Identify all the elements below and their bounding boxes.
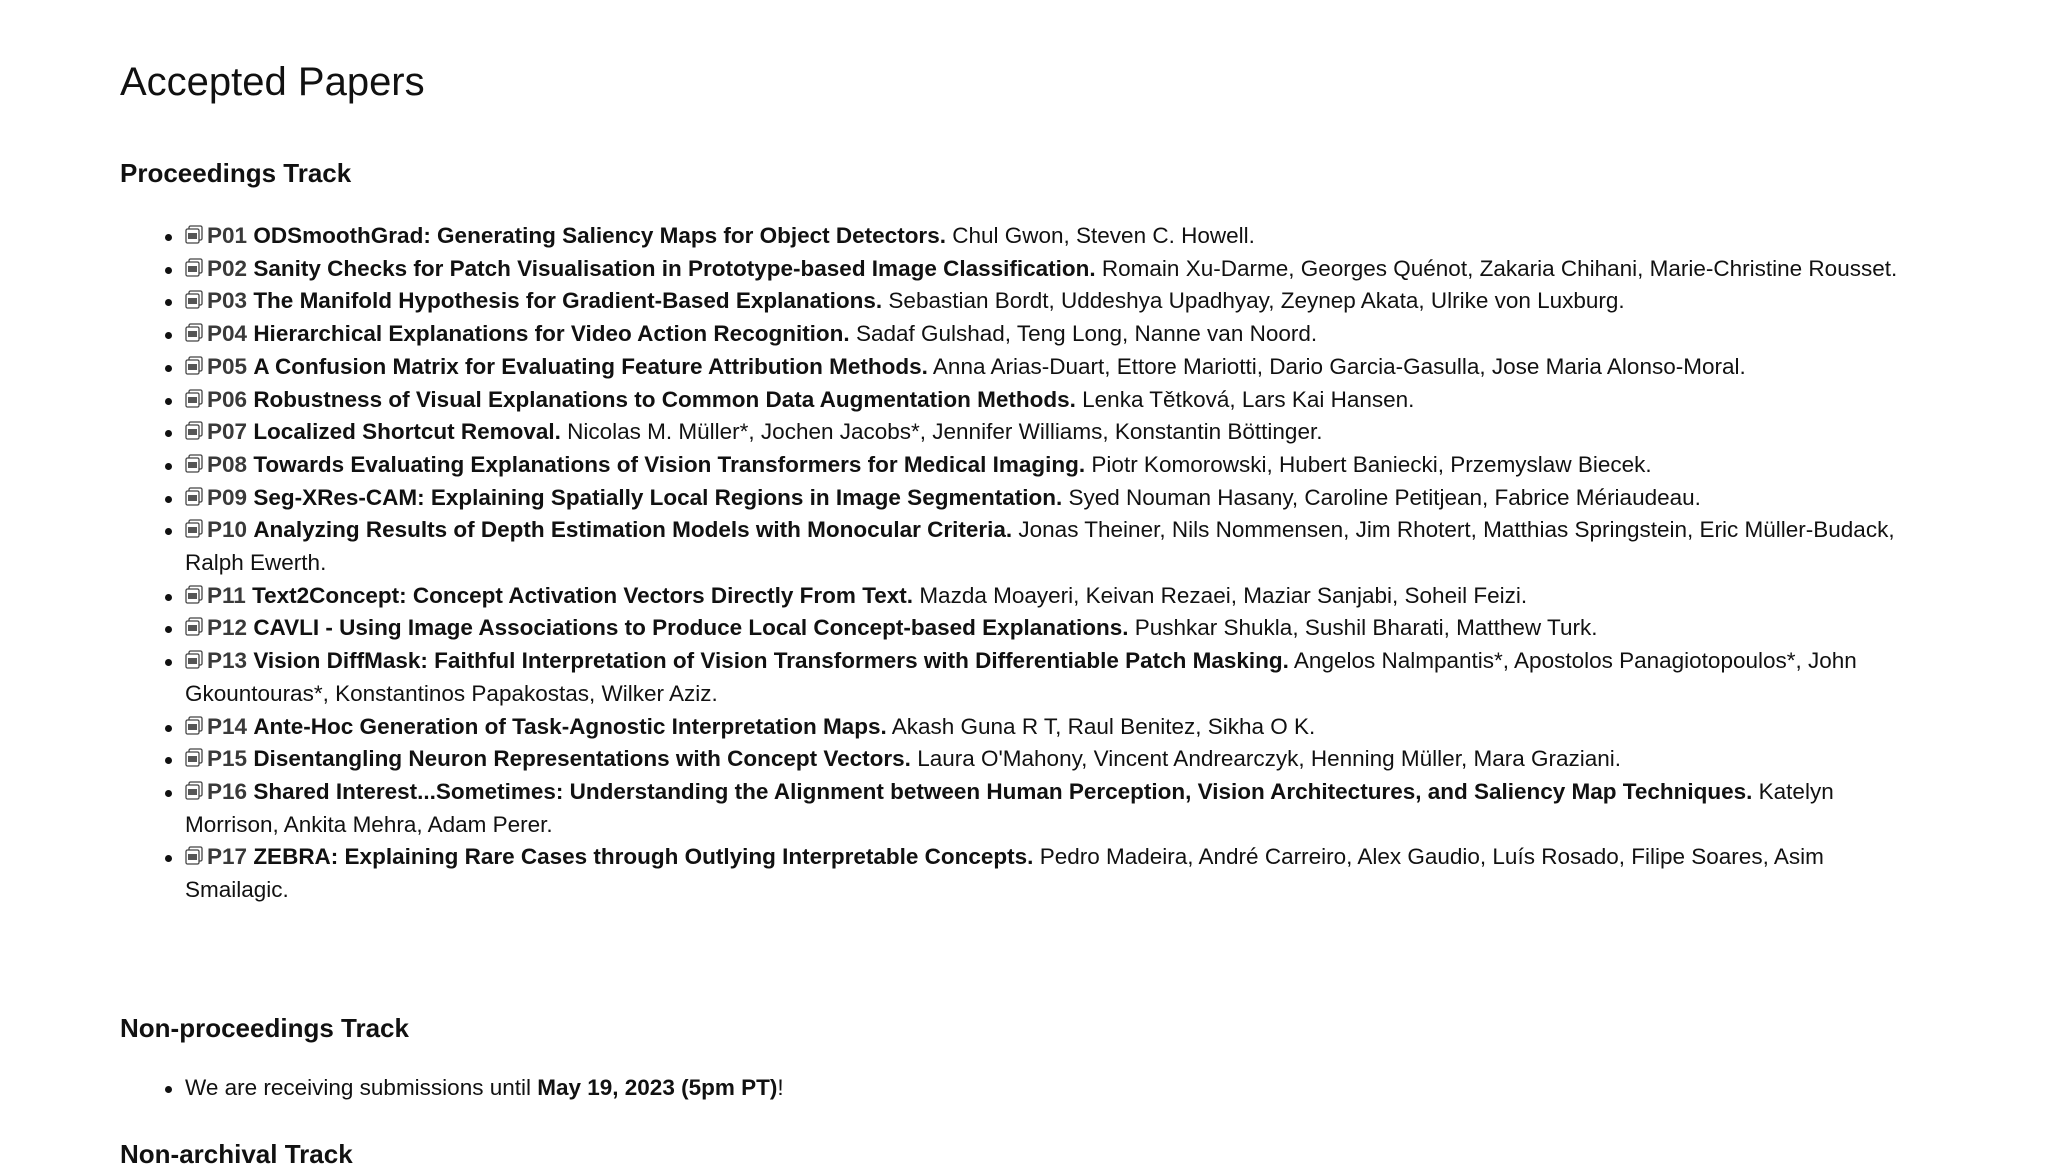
paper-title: Hierarchical Explanations for Video Action Recognition. [253,321,850,347]
next-track-heading: Non-archival Track [120,1139,353,1169]
paper-title: Sanity Checks for Patch Visualisation in Prototype-based Image Classification. [253,255,1096,281]
paper-id: P02 [207,255,248,281]
paper-title: The Manifold Hypothesis for Gradient-Based Explanations. [253,288,883,314]
paper-item [185,449,1905,482]
paper-authors: Chul Gwon, Steven C. Howell. [952,223,1255,248]
paper-id: P12 [207,615,248,641]
paper-authors: Romain Xu-Darme, Georges Quénot, Zakaria Chihani, Marie-Christine Rousset. [1101,255,1898,281]
paper-authors: Sadaf Gulshad, Teng Long, Nanne van Noord. [855,321,1318,347]
paper-id: P05 [207,353,248,379]
pdf-icon[interactable] [185,582,203,602]
paper-title: Disentangling Neuron Representations with Concept Vectors. [253,746,911,772]
nonproceedings-list [120,1072,784,1104]
proceedings-paper-list [120,220,1965,907]
paper-item [185,318,1905,351]
paper-item [185,285,1905,318]
pdf-icon[interactable] [185,287,203,307]
paper-authors: Mazda Moayeri, Keivan Rezaei, Maziar Sanjabi, Soheil Feizi. [919,582,1528,608]
paper-item [185,514,1905,579]
paper-id: P09 [207,484,248,510]
submission-text-end: ! [777,1075,784,1100]
pdf-icon[interactable] [185,843,203,863]
paper-authors: Pedro Madeira, André Carreiro, Alex Gaudio, Luís Rosado, Filipe Soares, Asim Smailagic. [185,844,1824,903]
paper-title: CAVLI - Using Image Associations to Produce Local Concept-based Explanations. [253,615,1129,641]
paper-item [185,580,1905,613]
paper-authors: Akash Guna R T, Raul Benitez, Sikha O K. [891,713,1316,739]
paper-authors: Piotr Komorowski, Hubert Baniecki, Przemyslaw Biecek. [1091,451,1652,477]
pdf-icon[interactable] [185,484,203,504]
paper-id: P07 [207,419,248,445]
paper-title: Vision DiffMask: Faithful Interpretation of Vision Transformers with Differentiable Patch Masking. [253,648,1289,674]
paper-authors: Pushkar Shukla, Sushil Bharati, Matthew Turk. [1134,615,1598,641]
pdf-icon[interactable] [185,778,203,798]
paper-item [185,351,1905,384]
paper-title: Robustness of Visual Explanations to Common Data Augmentation Methods. [253,386,1076,412]
paper-title: Seg-XRes-CAM: Explaining Spatially Local Regions in Image Segmentation. [253,484,1063,510]
list-item [185,1072,784,1104]
pdf-icon[interactable] [185,418,203,438]
paper-item [185,711,1905,744]
paper-id: P11 [207,582,246,608]
paper-item [185,841,1905,906]
paper-title: Analyzing Results of Depth Estimation Models with Monocular Criteria. [253,517,1013,543]
pdf-icon[interactable] [185,713,203,733]
paper-item [185,612,1905,645]
paper-id: P01 [207,223,248,248]
paper-id: P15 [207,746,248,772]
paper-item [185,253,1905,286]
paper-title: ODSmoothGrad: Generating Saliency Maps for Object Detectors. [253,223,946,248]
paper-title: Localized Shortcut Removal. [253,419,561,445]
paper-authors: Anna Arias-Duart, Ettore Mariotti, Dario Garcia-Gasulla, Jose Maria Alonso-Moral. [932,353,1746,379]
pdf-icon[interactable] [185,320,203,340]
proceedings-track-heading: Proceedings Track [120,158,352,188]
paper-authors: Angelos Nalmpantis*, Apostolos Panagiotopoulos*, John Gkountouras*, Konstantinos Papakostas, Wilker Aziz. [185,648,1857,706]
pdf-icon[interactable] [185,255,203,275]
paper-id: P06 [207,386,248,412]
paper-authors: Laura O'Mahony, Vincent Andrearczyk, Henning Müller, Mara Graziani. [917,746,1621,772]
paper-title: Towards Evaluating Explanations of Vision Transformers for Medical Imaging. [253,451,1086,477]
paper-id: P08 [207,451,248,477]
nonproceedings-track-heading: Non-proceedings Track [120,1013,409,1043]
paper-id: P14 [207,713,248,739]
paper-item [185,384,1905,417]
pdf-icon[interactable] [185,516,203,536]
submission-deadline: May 19, 2023 (5pm PT) [537,1075,778,1100]
paper-authors: Nicolas M. Müller*, Jochen Jacobs*, Jennifer Williams, Konstantin Böttinger. [567,419,1323,445]
paper-item [185,645,1905,710]
pdf-icon[interactable] [185,614,203,634]
pdf-icon[interactable] [185,647,203,667]
paper-title: A Confusion Matrix for Evaluating Feature Attribution Methods. [253,353,928,379]
paper-item [185,776,1905,841]
paper-id: P16 [207,778,248,804]
paper-title: Ante-Hoc Generation of Task-Agnostic Interpretation Maps. [253,713,887,739]
paper-item [185,482,1905,515]
paper-item [185,220,1905,253]
paper-id: P10 [207,517,248,543]
paper-authors: Sebastian Bordt, Uddeshya Upadhyay, Zeynep Akata, Ulrike von Luxburg. [888,288,1625,314]
paper-title: ZEBRA: Explaining Rare Cases through Outlying Interpretable Concepts. [253,844,1034,870]
pdf-icon[interactable] [185,222,203,242]
paper-title: Shared Interest...Sometimes: Understanding the Alignment between Human Perception, Vision Architectures, and Saliency Map Techniques. [253,778,1753,804]
paper-title: Text2Concept: Concept Activation Vectors Directly From Text. [252,582,914,608]
pdf-icon[interactable] [185,451,203,471]
paper-item [185,743,1905,776]
pdf-icon[interactable] [185,745,203,765]
submission-text: We are receiving submissions until [185,1075,538,1100]
page-title: Accepted Papers [120,60,425,104]
paper-authors: Katelyn Morrison, Ankita Mehra, Adam Perer. [185,778,1834,837]
paper-id: P13 [207,648,248,674]
paper-id: P03 [207,288,248,314]
paper-authors: Lenka Tětková, Lars Kai Hansen. [1082,386,1415,412]
paper-id: P17 [207,844,248,870]
pdf-icon[interactable] [185,386,203,406]
paper-authors: Jonas Theiner, Nils Nommensen, Jim Rhotert, Matthias Springstein, Eric Müller-Budack, Ralph Ewerth. [185,517,1895,576]
paper-id: P04 [207,321,248,347]
paper-item [185,416,1905,449]
pdf-icon[interactable] [185,353,203,373]
paper-authors: Syed Nouman Hasany, Caroline Petitjean, Fabrice Mériaudeau. [1068,484,1701,510]
